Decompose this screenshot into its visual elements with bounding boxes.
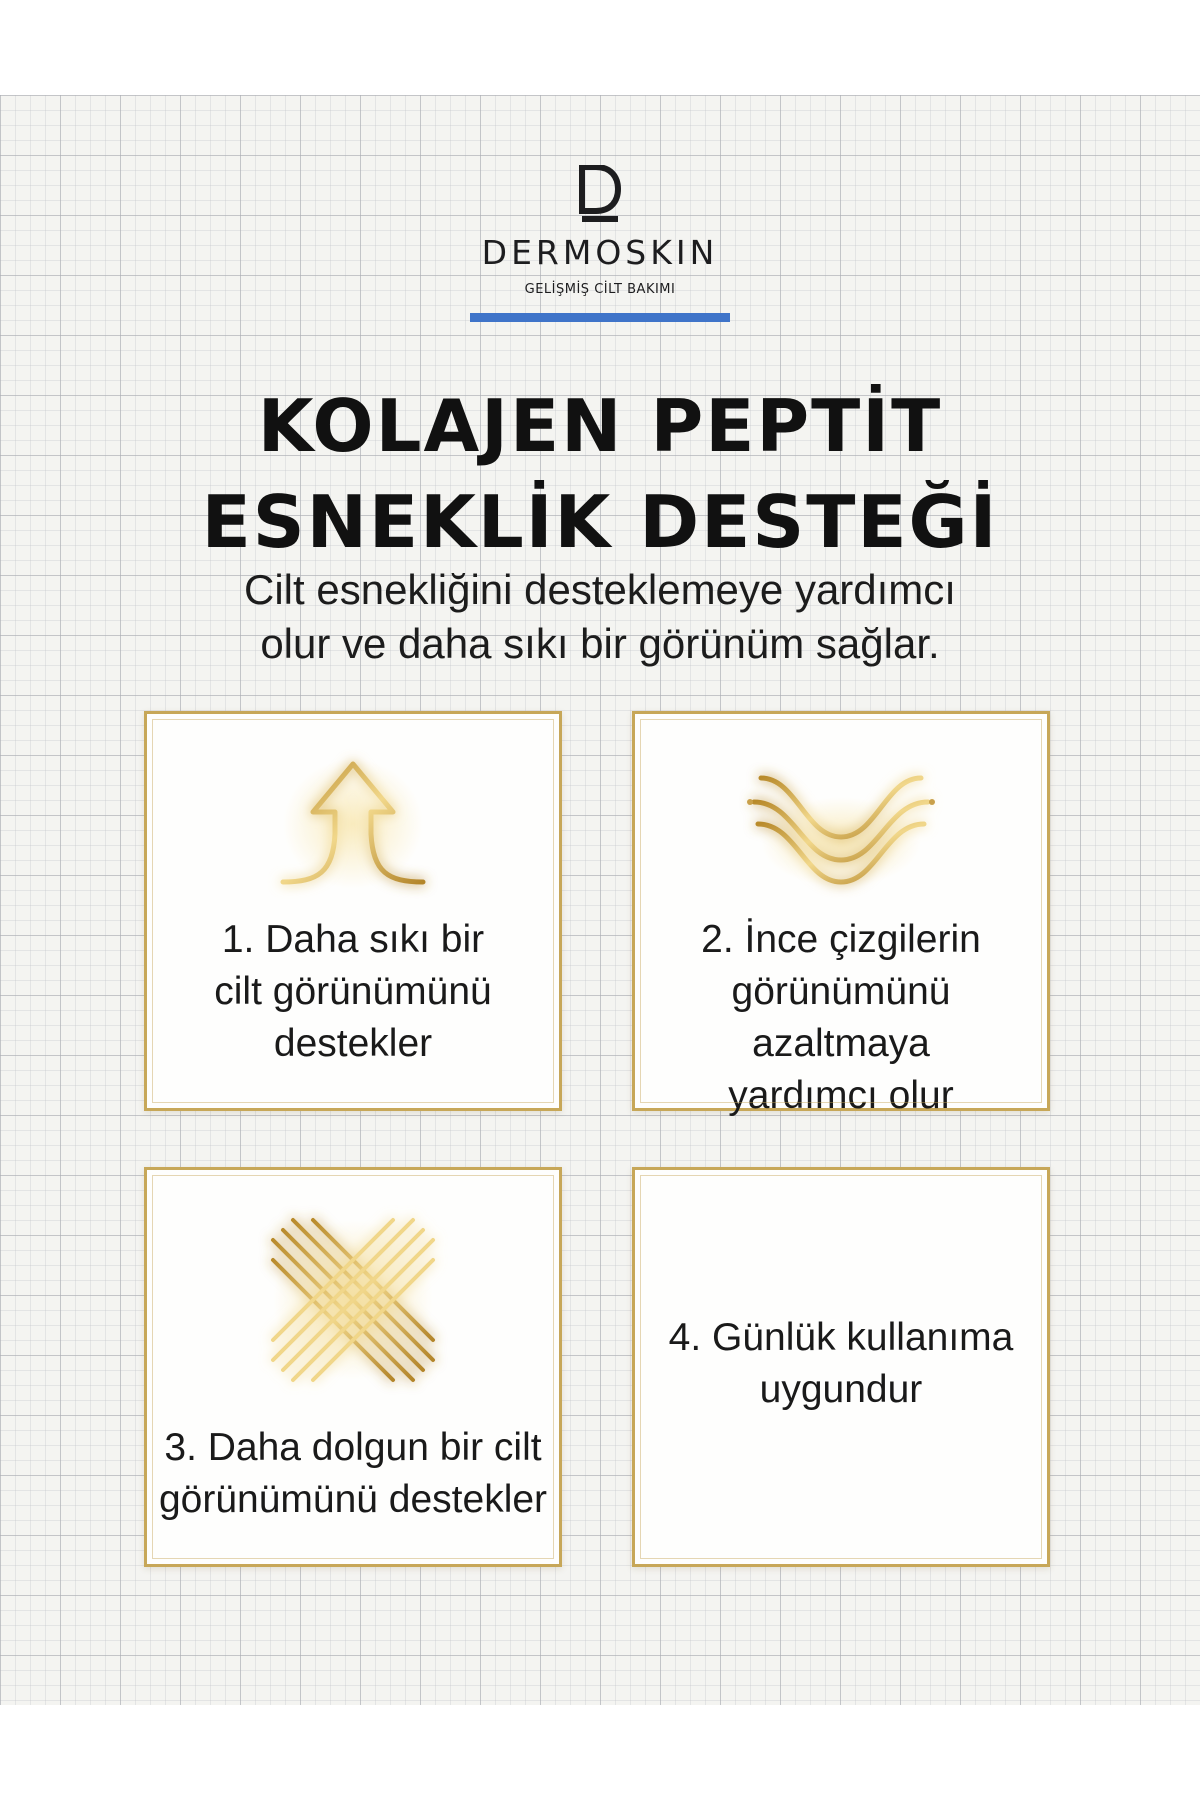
brand-tagline: GELİŞMİŞ CİLT BAKIMI <box>524 282 676 297</box>
subtitle-line-2: olur ve daha sıkı bir görünüm sağlar. <box>260 620 940 667</box>
benefit-1-line-2: cilt görünümünü <box>214 970 492 1013</box>
brand-logo <box>0 165 1200 322</box>
benefit-3-line-2: görünümünü destekler <box>158 1478 548 1521</box>
smooth-waves-icon <box>746 762 936 892</box>
page-title <box>0 378 1200 570</box>
benefit-card-2 <box>632 711 1050 1117</box>
subtitle-line-1: Cilt esnekliğini desteklemeye yardımcı <box>244 566 956 613</box>
benefit-card-4 <box>632 1167 1050 1567</box>
collagen-mesh-icon <box>253 1200 453 1400</box>
benefit-2-line-1: 2. İnce çizgilerin <box>701 918 981 961</box>
benefit-4-line-1: 4. Günlük kullanıma <box>668 1316 1014 1359</box>
benefit-2-line-2: görünümünü azaltmaya <box>731 970 951 1065</box>
title-line-2: ESNEKLİK DESTEĞİ <box>201 480 999 564</box>
benefit-1-line-1: 1. Daha sıkı bir <box>221 918 485 961</box>
brand-name: DERMOSKIN <box>481 233 719 272</box>
upward-arrow-icon <box>273 754 433 894</box>
benefit-2-line-3: yardımcı olur <box>728 1074 954 1117</box>
d-logo-icon <box>578 165 622 223</box>
benefit-card-1 <box>144 711 562 1111</box>
benefit-1-line-3: destekler <box>273 1022 433 1065</box>
brand-accent-rule <box>470 313 730 322</box>
benefit-3-line-1: 3. Daha dolgun bir cilt <box>164 1426 542 1469</box>
benefit-card-3 <box>144 1167 562 1567</box>
benefit-4-line-2: uygundur <box>759 1368 923 1411</box>
page-subtitle <box>100 563 1100 671</box>
title-line-1: KOLAJEN PEPTİT <box>257 384 943 468</box>
